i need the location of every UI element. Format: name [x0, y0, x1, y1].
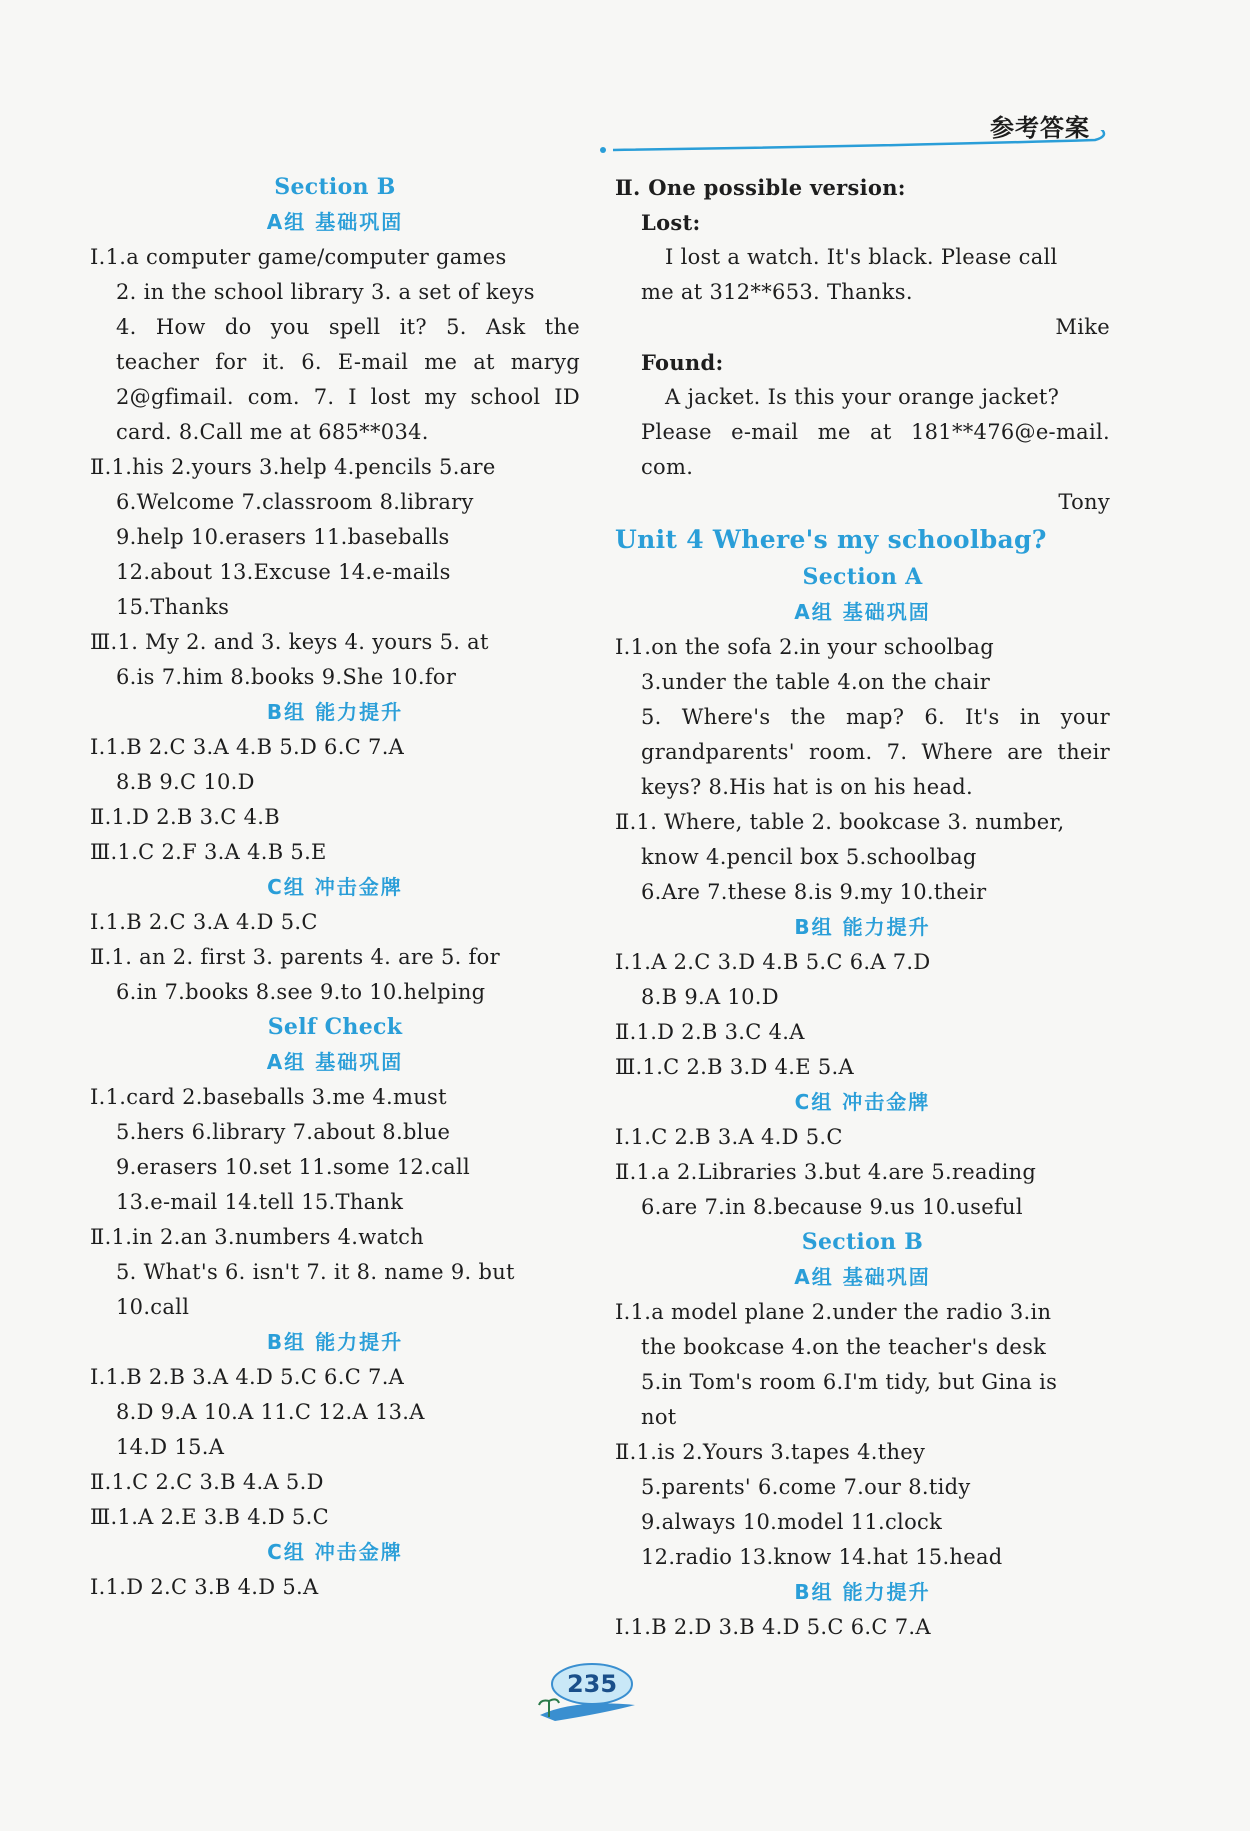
section-heading: Section B [274, 174, 396, 200]
group-heading: A组 基础巩固 [266, 210, 404, 234]
header-swoosh-decoration [595, 130, 1115, 160]
answer-line: know 4.pencil box 5.schoolbag [641, 845, 977, 869]
answer-line: Ⅰ.1.on the sofa 2.in your schoolbag [615, 635, 994, 659]
answer-line: 2. in the school library 3. a set of keys [116, 280, 535, 304]
answer-line: Ⅰ.1.a model plane 2.under the radio 3.in [615, 1300, 1052, 1324]
answer-line: 4. How do you spell it? 5. Ask the [116, 315, 580, 339]
group-heading: C组 冲击金牌 [794, 1090, 931, 1114]
answer-line: 9.erasers 10.set 11.some 12.call [116, 1155, 470, 1179]
answer-line: Ⅰ.1.a computer game/computer games [90, 245, 507, 269]
answer-line: Ⅲ.1.C 2.B 3.D 4.E 5.A [615, 1055, 854, 1079]
group-heading: B组 能力提升 [794, 1580, 931, 1604]
group-heading: A组 基础巩固 [266, 1050, 404, 1074]
answer-line: Ⅰ.1.B 2.C 3.A 4.D 5.C [90, 910, 318, 934]
header-title: 参考答案 [990, 114, 1090, 142]
answer-line: Ⅱ.1. Where, table 2. bookcase 3. number, [615, 810, 1065, 834]
answer-line: Ⅱ.1.C 2.C 3.B 4.A 5.D [90, 1470, 324, 1494]
answer-line: 6.Are 7.these 8.is 9.my 10.their [641, 880, 987, 904]
page-number: 235 [566, 1670, 618, 1698]
answer-line: Ⅲ.1.A 2.E 3.B 4.D 5.C [90, 1505, 329, 1529]
section-heading: Self Check [267, 1014, 403, 1040]
answer-line: 5.parents' 6.come 7.our 8.tidy [641, 1475, 971, 1499]
answer-line: Ⅱ. One possible version: [615, 175, 906, 200]
answer-line: 5.hers 6.library 7.about 8.blue [116, 1120, 451, 1144]
answer-line: keys? 8.His hat is on his head. [641, 775, 974, 799]
answer-line: Ⅱ.1.his 2.yours 3.help 4.pencils 5.are [90, 455, 496, 479]
answer-line: Ⅰ.1.card 2.baseballs 3.me 4.must [90, 1085, 447, 1109]
group-heading: A组 基础巩固 [794, 600, 931, 624]
answer-line: com. [641, 455, 694, 479]
answer-line: Ⅲ.1. My 2. and 3. keys 4. yours 5. at [90, 630, 489, 654]
answer-line: Ⅱ.1.D 2.B 3.C 4.A [615, 1020, 805, 1044]
answer-line: 14.D 15.A [116, 1435, 225, 1459]
group-heading: B组 能力提升 [266, 1330, 404, 1354]
answer-line: Ⅰ.1.D 2.C 3.B 4.D 5.A [90, 1575, 319, 1599]
answer-line: Ⅱ.1. an 2. first 3. parents 4. are 5. for [90, 945, 500, 969]
answer-line: 6.are 7.in 8.because 9.us 10.useful [641, 1195, 1023, 1219]
section-heading: Section A [802, 564, 923, 590]
right-column [615, 170, 1110, 1645]
answer-line: 6.in 7.books 8.see 9.to 10.helping [116, 980, 486, 1004]
answer-line: me at 312**653. Thanks. [641, 280, 913, 304]
answer-line: 5.in Tom's room 6.I'm tidy, but Gina is [641, 1370, 1058, 1394]
answer-line: 6.is 7.him 8.books 9.She 10.for [116, 665, 457, 689]
answer-line: Ⅰ.1.B 2.B 3.A 4.D 5.C 6.C 7.A [90, 1365, 405, 1389]
answer-line: Ⅱ.1.in 2.an 3.numbers 4.watch [90, 1225, 424, 1249]
answer-line: card. 8.Call me at 685**034. [116, 420, 429, 444]
answer-line: 9.help 10.erasers 11.baseballs [116, 525, 450, 549]
answer-line: 12.about 13.Excuse 14.e-mails [116, 560, 451, 584]
answer-line: 5. What's 6. isn't 7. it 8. name 9. but [116, 1260, 515, 1284]
answer-line: Ⅰ.1.C 2.B 3.A 4.D 5.C [615, 1125, 843, 1149]
page-number-badge [535, 1655, 645, 1725]
group-heading: B组 能力提升 [266, 700, 404, 724]
answer-line: the bookcase 4.on the teacher's desk [641, 1335, 1047, 1359]
group-heading: B组 能力提升 [794, 915, 931, 939]
answer-line: Lost: [641, 210, 701, 235]
group-heading: C组 冲击金牌 [267, 875, 403, 899]
answer-line: 8.B 9.A 10.D [641, 985, 779, 1009]
answer-line: teacher for it. 6. E-mail me at maryg [116, 350, 580, 374]
left-column [90, 170, 580, 1605]
answer-line: Mike [1055, 315, 1110, 339]
answer-line: A jacket. Is this your orange jacket? [665, 385, 1060, 409]
answer-line: 10.call [116, 1295, 190, 1319]
answer-line: Ⅱ.1.a 2.Libraries 3.but 4.are 5.reading [615, 1160, 1037, 1184]
answer-line: 8.B 9.C 10.D [116, 770, 255, 794]
group-heading: C组 冲击金牌 [267, 1540, 403, 1564]
answer-line: Ⅰ.1.B 2.D 3.B 4.D 5.C 6.C 7.A [615, 1615, 931, 1639]
answer-line: Tony [1058, 490, 1110, 514]
answer-line: I lost a watch. It's black. Please call [665, 245, 1058, 269]
answer-line: 2@gfimail. com. 7. I lost my school ID [116, 385, 580, 409]
section-heading: Section B [801, 1229, 924, 1255]
answer-line: Please e-mail me at 181**476@e-mail. [641, 420, 1110, 444]
answer-line: 9.always 10.model 11.clock [641, 1510, 943, 1534]
answer-line: grandparents' room. 7. Where are their [641, 740, 1110, 764]
group-heading: A组 基础巩固 [794, 1265, 931, 1289]
answer-line: not [641, 1405, 677, 1429]
answer-line: Ⅱ.1.is 2.Yours 3.tapes 4.they [615, 1440, 926, 1464]
answer-line: Ⅰ.1.A 2.C 3.D 4.B 5.C 6.A 7.D [615, 950, 931, 974]
answer-line: 12.radio 13.know 14.hat 15.head [641, 1545, 1003, 1569]
answer-line: 3.under the table 4.on the chair [641, 670, 991, 694]
answer-line: 6.Welcome 7.classroom 8.library [116, 490, 474, 514]
answer-line: Ⅰ.1.B 2.C 3.A 4.B 5.D 6.C 7.A [90, 735, 405, 759]
answer-line: 15.Thanks [116, 595, 230, 619]
answer-line: 13.e-mail 14.tell 15.Thank [116, 1190, 404, 1214]
answer-line: Found: [641, 350, 724, 375]
answer-line: Ⅲ.1.C 2.F 3.A 4.B 5.E [90, 840, 327, 864]
answer-line: 5. Where's the map? 6. It's in your [641, 705, 1110, 729]
answer-line: 8.D 9.A 10.A 11.C 12.A 13.A [116, 1400, 425, 1424]
unit-heading: Unit 4 Where's my schoolbag? [615, 525, 1047, 554]
answer-line: Ⅱ.1.D 2.B 3.C 4.B [90, 805, 280, 829]
